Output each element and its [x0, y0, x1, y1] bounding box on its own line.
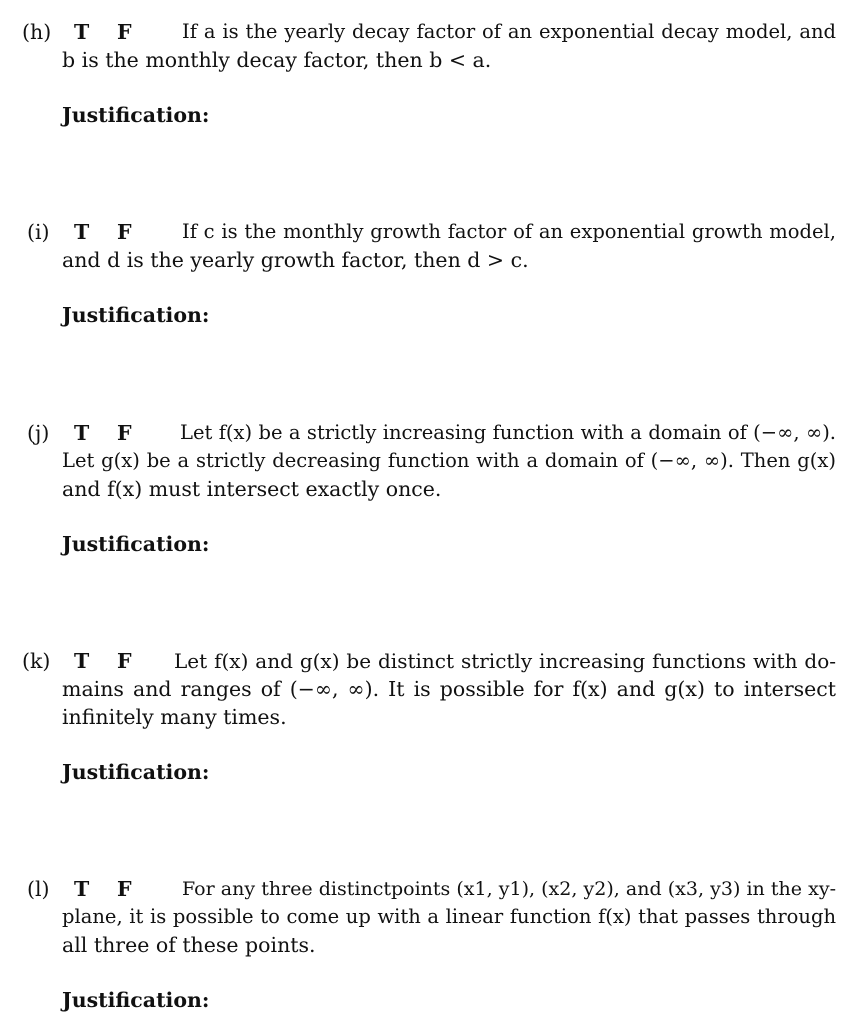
statement-line-2: Let g(x) be a strictly decreasing function with a domain of (−∞, ∞). Then g(x) — [62, 449, 836, 472]
item-label: (i) — [27, 220, 50, 244]
false-option[interactable]: F — [117, 649, 132, 673]
item-label: (j) — [27, 421, 50, 445]
justification-label: Justification: — [62, 303, 210, 327]
false-option[interactable]: F — [117, 20, 132, 44]
false-option[interactable]: F — [117, 877, 132, 901]
statement-line-2: mains and ranges of (−∞, ∞). It is possible for f(x) and g(x) to intersect — [62, 677, 836, 701]
statement-line-2: and d is the yearly growth factor, then d > c. — [62, 248, 529, 272]
true-option[interactable]: T — [74, 20, 90, 44]
statement-line-3: all three of these points. — [62, 933, 316, 957]
true-option[interactable]: T — [74, 877, 90, 901]
statement-line-1: Let f(x) and g(x) be distinct strictly increasing functions with do- — [174, 649, 836, 673]
justification-label: Justification: — [62, 760, 210, 784]
statement-line-1: For any three distinctpoints (x1, y1), (x2, y2), and (x3, y3) in the xy- — [182, 878, 836, 900]
justification-label: Justification: — [62, 103, 210, 127]
true-option[interactable]: T — [74, 421, 90, 445]
item-label: (h) — [22, 20, 52, 44]
false-option[interactable]: F — [117, 421, 132, 445]
statement-line-1: If a is the yearly decay factor of an exponential decay model, and — [182, 20, 836, 43]
statement-line-1: Let f(x) be a strictly increasing function with a domain of (−∞, ∞). — [180, 421, 836, 444]
statement-line-3: infinitely many times. — [62, 705, 287, 729]
statement-line-2: b is the monthly decay factor, then b < a. — [62, 48, 492, 72]
true-option[interactable]: T — [74, 649, 90, 673]
false-option[interactable]: F — [117, 220, 132, 244]
statement-line-3: and f(x) must intersect exactly once. — [62, 477, 442, 501]
item-label: (l) — [27, 877, 50, 901]
true-option[interactable]: T — [74, 220, 90, 244]
statement-line-1: If c is the monthly growth factor of an exponential growth model, — [182, 220, 836, 243]
justification-label: Justification: — [62, 988, 210, 1012]
justification-label: Justification: — [62, 532, 210, 556]
item-label: (k) — [22, 649, 51, 673]
statement-line-2: plane, it is possible to come up with a linear function f(x) that passes through — [62, 905, 836, 928]
